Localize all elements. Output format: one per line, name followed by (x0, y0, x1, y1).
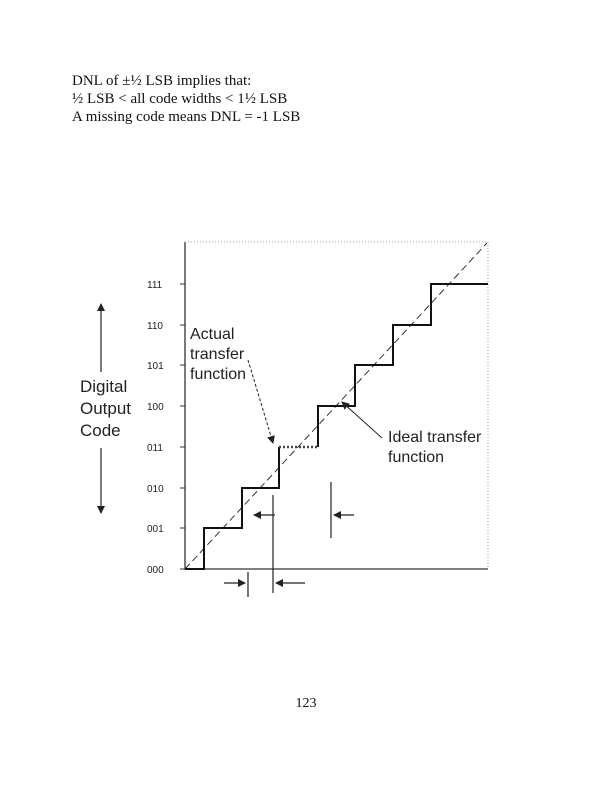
page-number: 123 (295, 696, 317, 711)
dnl-statement: DNL of ±½ LSB implies that: (72, 73, 252, 89)
code-width-statement: ½ LSB < all code widths < 1½ LSB (72, 91, 288, 107)
actual-label-line2: transfer (190, 346, 245, 363)
y-label-line1: Digital (80, 377, 128, 396)
y-ticks (180, 284, 185, 569)
code-label-011: 011 (147, 443, 163, 454)
code-label-111: 111 (147, 280, 163, 291)
actual-label-line3: function (190, 366, 247, 383)
y-label-line2: Output (80, 399, 132, 418)
code-label-100: 100 (147, 402, 164, 413)
code-label-001: 001 (147, 524, 164, 535)
missing-code-statement: A missing code means DNL = -1 LSB (72, 109, 301, 125)
ideal-pointer-arrow (342, 402, 382, 438)
code-label-000: 000 (147, 565, 164, 576)
ideal-label-line1: Ideal transfer (388, 429, 482, 446)
actual-pointer-arrow (248, 360, 273, 443)
ideal-label-line2: function (388, 449, 445, 466)
code-label-110: 110 (147, 321, 163, 332)
code-label-010: 010 (147, 484, 164, 495)
actual-staircase-lower (185, 447, 279, 569)
code-label-101: 101 (147, 361, 164, 372)
actual-label-line1: Actual (190, 326, 235, 343)
actual-staircase-upper (318, 284, 488, 447)
y-label-line3: Code (80, 421, 121, 440)
